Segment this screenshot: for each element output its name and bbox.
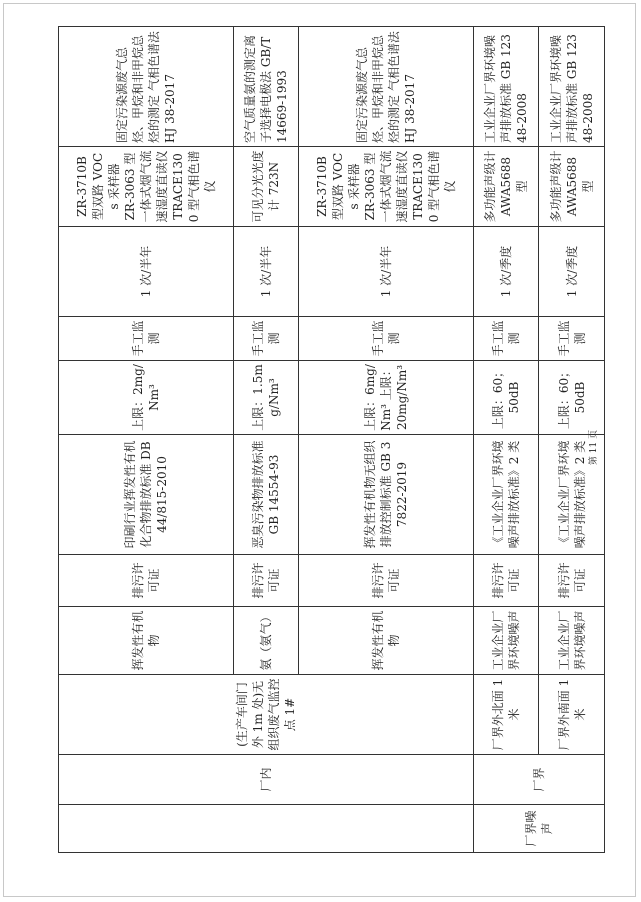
page-number (590, 423, 610, 473)
category-cell: 厂界噪声 (473, 805, 604, 853)
pollutant-cell: 工业企业厂界环境噪声 (473, 607, 539, 675)
method-cell: 手工监测 (233, 317, 299, 361)
point-cell: 厂界外南面 1 米 (539, 675, 605, 755)
standard-cell: 恶臭污染物排放标准 GB 14554-93 (233, 435, 299, 555)
limit-cell: 上限：6mg/Nm³ 上限：20mg/Nm³ (299, 361, 474, 435)
analysis-standard-cell: 固定污染源废气总烃、甲烷和非甲烷总烃的测定 气相色谱法 HJ 38-2017 (299, 27, 474, 147)
limit-cell: 上限：1.5mg/Nm³ (233, 361, 299, 435)
method-cell: 手工监测 (299, 317, 474, 361)
analysis-standard-cell: 工业企业厂界环境噪声排放标准 GB 12348-2008 (539, 27, 605, 147)
basis-cell: 排污许可证 (233, 555, 299, 607)
frequency-cell: 1 次/季度 (539, 227, 605, 317)
rotated-table-wrapper (58, 27, 605, 853)
basis-cell: 排污许可证 (299, 555, 474, 607)
standard-cell: 印刷行业挥发性有机化合物排放标准 DB44/815-2010 (59, 435, 234, 555)
point-cell: 厂界外北面 1 米 (473, 675, 539, 755)
monitoring-table (58, 26, 605, 853)
basis-cell: 排污许可证 (59, 555, 234, 607)
category-cell (59, 805, 474, 853)
pollutant-cell: 氨（氨气） (233, 607, 299, 675)
standard-cell: 《工业企业厂界环境噪声排放标准》2 类 (473, 435, 539, 555)
instrument-cell: ZR-3710B 型双路 VOCs 采样器 ZR-3063 型一体式烟气流速湿度直读仪 TRACE1300 型气相色谱仪 (59, 147, 234, 227)
location-cell: 厂界 (473, 755, 604, 805)
basis-cell: 排污许可证 (473, 555, 539, 607)
pollutant-cell: 挥发性有机物 (59, 607, 234, 675)
method-cell: 手工监测 (539, 317, 605, 361)
instrument-cell: 多功能声级计 AWA5688 型 (539, 147, 605, 227)
pollutant-cell: 工业企业厂界环境噪声 (539, 607, 605, 675)
limit-cell: 上限：60；50dB (539, 361, 605, 435)
analysis-standard-cell: 固定污染源废气总烃、甲烷和非甲烷总烃的测定 气相色谱法 HJ 38-2017 (59, 27, 234, 147)
point-cell: (生产车间门外 1m 处)无组织废气监控点 1# (59, 675, 474, 755)
frequency-cell: 1 次/半年 (59, 227, 234, 317)
instrument-cell: ZR-3710B 型双路 VOCs 采样器 ZR-3063 型一体式烟气流速湿度直读仪 TRACE1300 型气相色谱仪 (299, 147, 474, 227)
instrument-cell: 可见分光光度计 723N (233, 147, 299, 227)
standard-cell: 挥发性有机物无组织排放控制标准 GB 37822-2019 (299, 435, 474, 555)
frequency-cell: 1 次/半年 (233, 227, 299, 317)
instrument-cell: 多功能声级计 AWA5688 型 (473, 147, 539, 227)
analysis-standard-cell: 工业企业厂界环境噪声排放标准 GB 12348-2008 (473, 27, 539, 147)
frequency-cell: 1 次/半年 (299, 227, 474, 317)
basis-cell: 排污许可证 (539, 555, 605, 607)
limit-cell: 上限：60；50dB (473, 361, 539, 435)
table-row (473, 27, 539, 853)
page-number-label: 第 11 页 (589, 429, 600, 466)
analysis-standard-cell: 空气质量氨的测定离子选择电极法 GB/T 14669-1993 (233, 27, 299, 147)
table-row (59, 27, 234, 853)
standard-cell: 《工业企业厂界环境噪声排放标准》2 类 (539, 435, 605, 555)
pollutant-cell: 挥发性有机物 (299, 607, 474, 675)
method-cell: 手工监测 (473, 317, 539, 361)
location-cell: 厂内 (59, 755, 474, 805)
limit-cell: 上限：2mg/Nm³ (59, 361, 234, 435)
method-cell: 手工监测 (59, 317, 234, 361)
frequency-cell: 1 次/季度 (473, 227, 539, 317)
